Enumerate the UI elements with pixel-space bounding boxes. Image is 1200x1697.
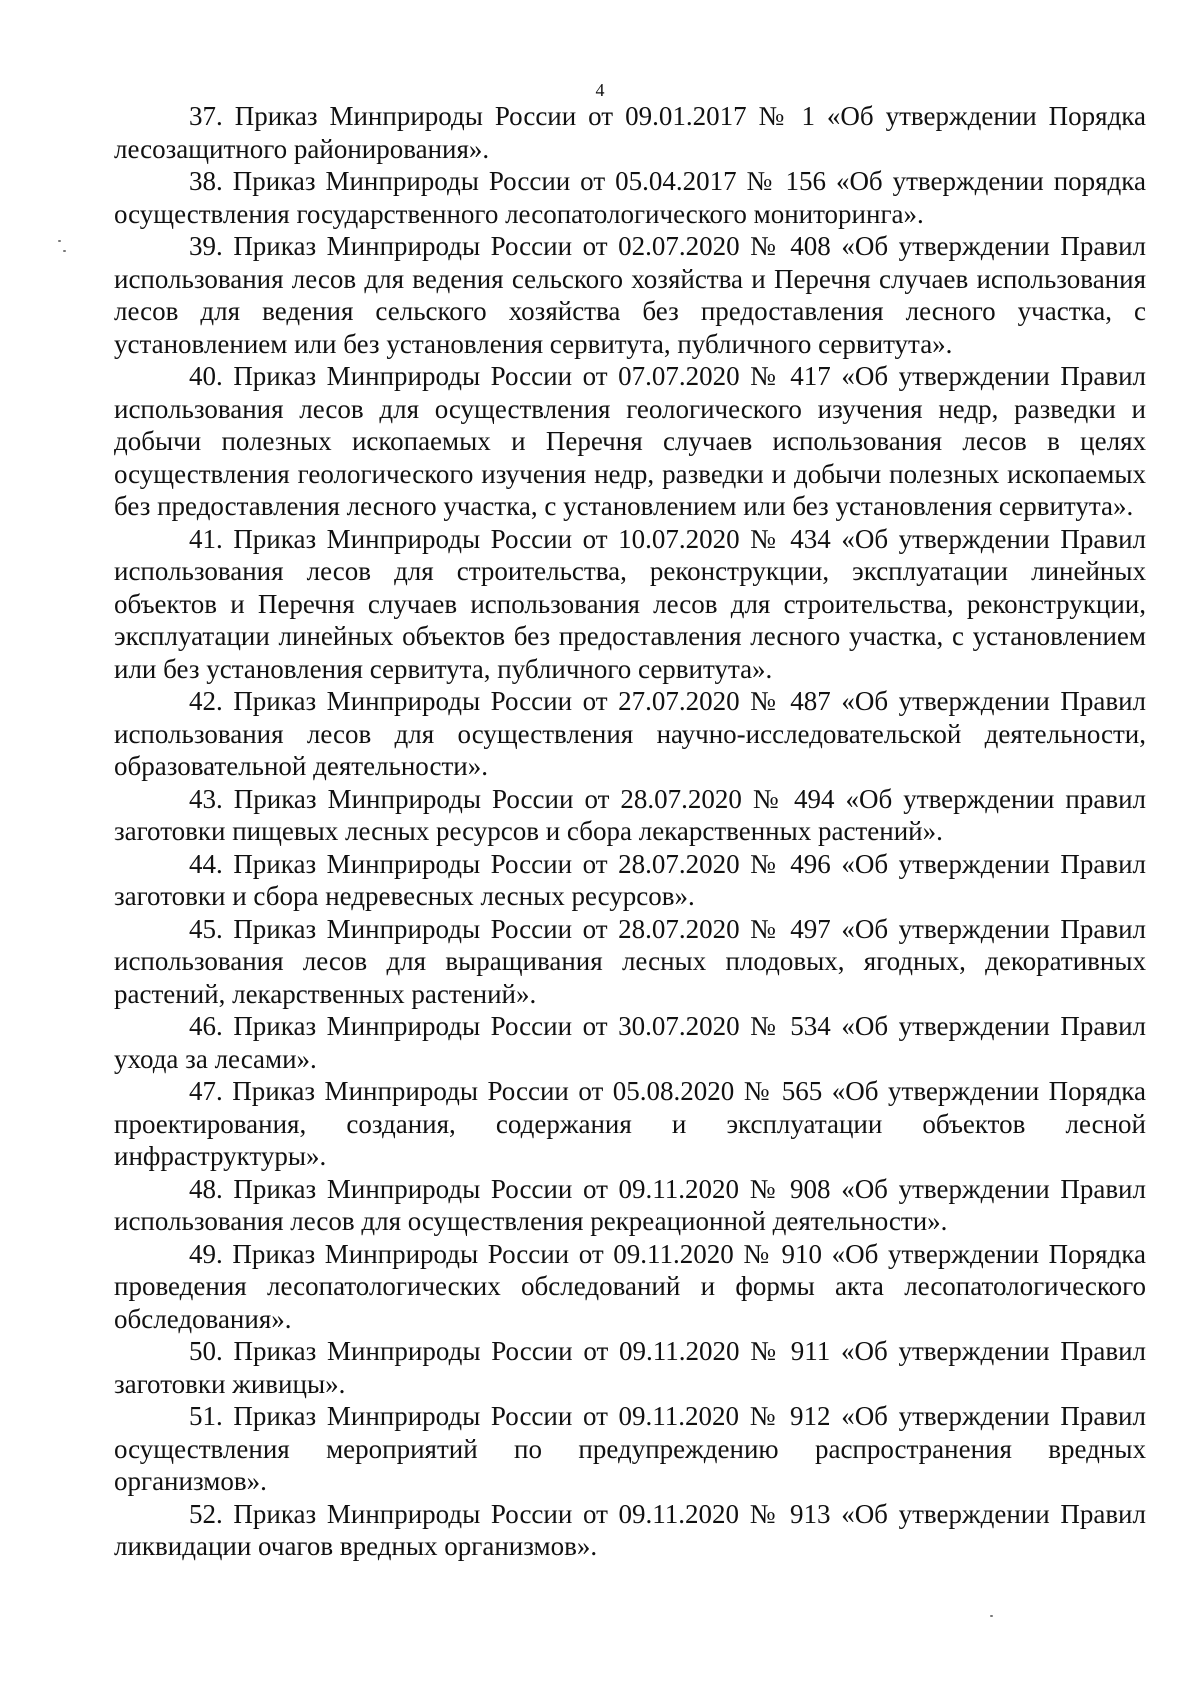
list-item: 44. Приказ Минприроды России от 28.07.2020 № 496 «Об утверждении Правил заготовки и сбора недревесных лесных ресурсов». <box>114 848 1146 911</box>
list-item: 52. Приказ Минприроды России от 09.11.2020 № 913 «Об утверждении Правил ликвидации очагов вредных организмов». <box>114 1498 1146 1561</box>
scan-speck <box>63 250 66 252</box>
list-item: 43. Приказ Минприроды России от 28.07.2020 № 494 «Об утверждении правил заготовки пищевых лесных ресурсов и сбора лекарственных растений». <box>114 783 1146 846</box>
list-item: 42. Приказ Минприроды России от 27.07.2020 № 487 «Об утверждении Правил использования лесов для осуществления научно-исследовательской деятельности, образовательной деятельности». <box>114 686 1146 781</box>
list-item: 38. Приказ Минприроды России от 05.04.2017 № 156 «Об утверждении порядка осуществления государственного лесопатологического мониторинга». <box>114 166 1146 229</box>
list-item: 39. Приказ Минприроды России от 02.07.2020 № 408 «Об утверждении Правил использования лесов для ведения сельского хозяйства и Перечня случаев использования лесов для ведения сельского хозяйства без предоставления лесного участка, с установлением или без установления сервитута, публичного сервитута». <box>114 231 1146 359</box>
list-item: 46. Приказ Минприроды России от 30.07.2020 № 534 «Об утверждении Правил ухода за лесами». <box>114 1011 1146 1074</box>
list-item: 45. Приказ Минприроды России от 28.07.2020 № 497 «Об утверждении Правил использования лесов для выращивания лесных плодовых, ягодных, декоративных растений, лекарственных растений». <box>114 913 1146 1009</box>
list-item: 49. Приказ Минприроды России от 09.11.2020 № 910 «Об утверждении Порядка проведения лесопатологических обследований и формы акта лесопатологического обследования». <box>114 1238 1146 1334</box>
scan-speck <box>58 240 61 242</box>
document-body <box>114 100 1146 1563</box>
list-item: 41. Приказ Минприроды России от 10.07.2020 № 434 «Об утверждении Правил использования лесов для строительства, реконструкции, эксплуатации линейных объектов и Перечня случаев использования лесов для строительства, реконструкции, эксплуатации линейных объектов без предоставления лесного участка, с установлением или без установления сервитута, публичного сервитута». <box>114 523 1146 684</box>
list-item: 51. Приказ Минприроды России от 09.11.2020 № 912 «Об утверждении Правил осуществления мероприятий по предупреждению распространения вредных организмов». <box>114 1401 1146 1496</box>
list-item: 47. Приказ Минприроды России от 05.08.2020 № 565 «Об утверждении Порядка проектирования, создания, содержания и эксплуатации объектов лесной инфраструктуры». <box>114 1076 1146 1171</box>
scan-speck <box>990 1615 993 1617</box>
list-item: 37. Приказ Минприроды России от 09.01.2017 № 1 «Об утверждении Порядка лесозащитного районирования». <box>114 101 1146 164</box>
list-item: 40. Приказ Минприроды России от 07.07.2020 № 417 «Об утверждении Правил использования лесов для осуществления геологического изучения недр, разведки и добычи полезных ископаемых и Перечня случаев использования лесов в целях осуществления геологического изучения недр, разведки и добычи полезных ископаемых без предоставления лесного участка, с установлением или без установления сервитута». <box>114 361 1146 521</box>
list-item: 48. Приказ Минприроды России от 09.11.2020 № 908 «Об утверждении Правил использования лесов для осуществления рекреационной деятельности». <box>114 1173 1146 1236</box>
page-number: 4 <box>595 80 605 100</box>
list-item: 50. Приказ Минприроды России от 09.11.2020 № 911 «Об утверждении Правил заготовки живицы». <box>114 1336 1146 1399</box>
